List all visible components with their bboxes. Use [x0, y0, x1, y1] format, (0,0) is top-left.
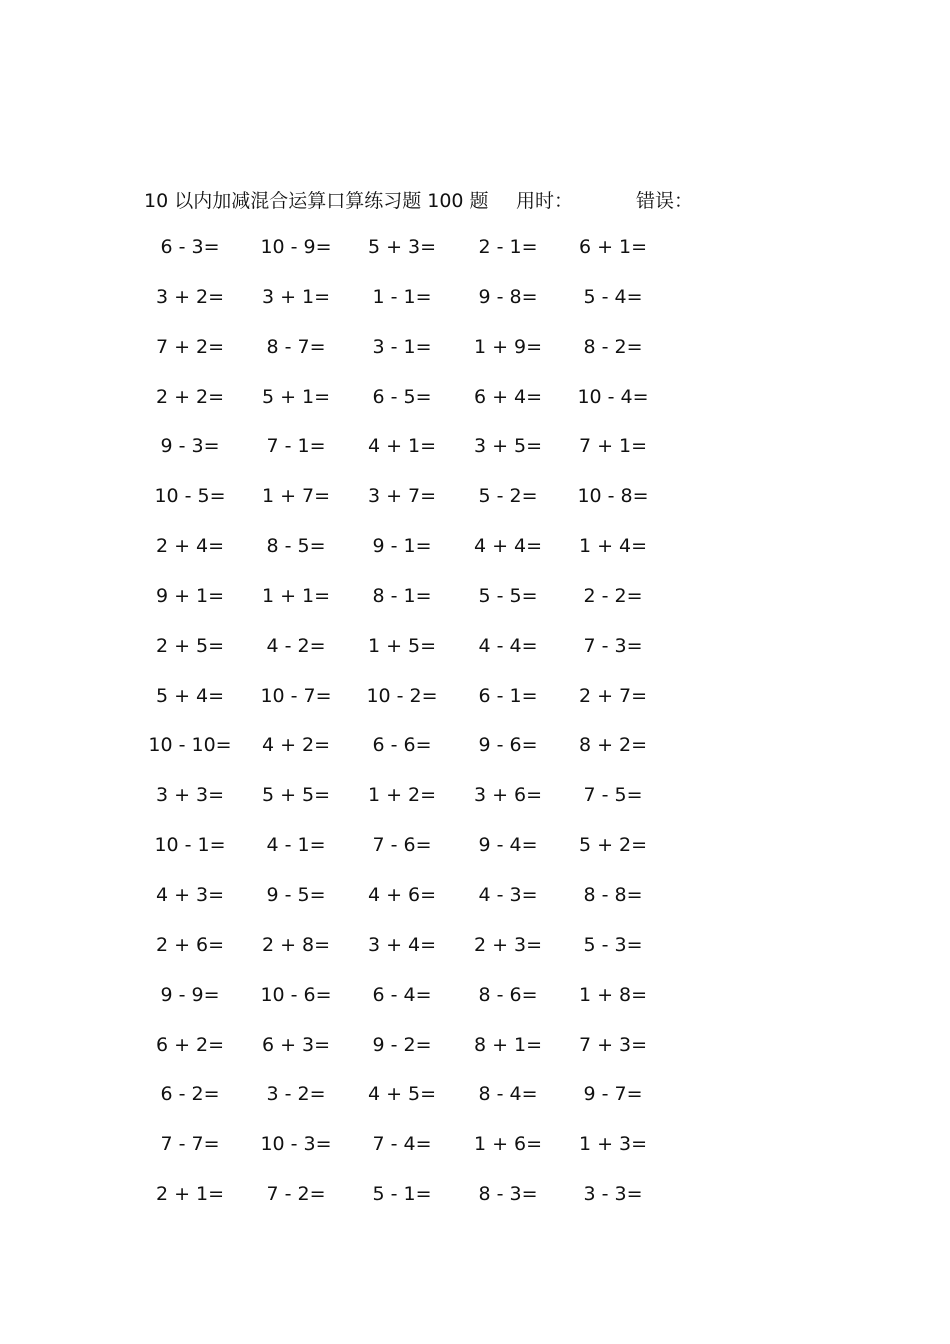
arithmetic-problem: 3 - 1= [372, 335, 432, 358]
arithmetic-problem: 6 - 4= [372, 983, 432, 1006]
arithmetic-problem: 1 - 1= [372, 285, 432, 308]
arithmetic-problem: 5 - 3= [583, 933, 643, 956]
arithmetic-problem: 9 - 7= [583, 1083, 643, 1106]
arithmetic-problem: 9 - 3= [160, 435, 220, 458]
problem-row [140, 884, 680, 934]
problem-row [140, 635, 680, 685]
arithmetic-problem: 5 + 3= [367, 236, 437, 258]
time-used-label: 用时： [516, 190, 574, 212]
arithmetic-problem: 4 + 5= [367, 1083, 437, 1106]
arithmetic-problem: 10 - 8= [577, 485, 649, 508]
arithmetic-problem: 10 - 10= [148, 734, 232, 757]
arithmetic-problem: 5 - 1= [372, 1183, 432, 1206]
problem-row [140, 1183, 680, 1233]
arithmetic-problem: 7 + 3= [578, 1033, 648, 1056]
arithmetic-problem: 5 - 5= [478, 584, 538, 607]
arithmetic-problem: 8 - 3= [478, 1183, 538, 1206]
arithmetic-problem: 8 - 4= [478, 1083, 538, 1106]
arithmetic-problem: 6 - 2= [160, 1083, 220, 1106]
arithmetic-problem: 6 - 5= [372, 385, 432, 408]
arithmetic-problem: 2 + 6= [155, 933, 225, 956]
worksheet-title: 10 以内加减混合运算口算练习题 100 题 [144, 190, 489, 212]
arithmetic-problem: 10 - 2= [366, 684, 438, 707]
arithmetic-problem: 2 + 4= [155, 535, 225, 558]
problem-row [140, 386, 680, 436]
arithmetic-problem: 9 + 1= [155, 584, 225, 607]
arithmetic-problem: 1 + 7= [261, 485, 331, 508]
arithmetic-problem: 4 - 1= [266, 834, 326, 857]
arithmetic-problem: 9 - 6= [478, 734, 538, 757]
arithmetic-problem: 5 + 2= [578, 834, 648, 857]
arithmetic-problem: 3 + 1= [261, 285, 331, 308]
problem-row [140, 435, 680, 485]
arithmetic-problem: 6 - 6= [372, 734, 432, 757]
problem-row [140, 685, 680, 735]
problem-row [140, 336, 680, 386]
arithmetic-problem: 9 - 8= [478, 285, 538, 308]
arithmetic-problem: 4 + 6= [367, 883, 437, 906]
problem-row [140, 585, 680, 635]
arithmetic-problem: 9 - 5= [266, 883, 326, 906]
arithmetic-problem: 2 + 7= [578, 684, 648, 707]
arithmetic-problem: 10 - 1= [154, 834, 226, 857]
arithmetic-problem: 8 - 5= [266, 535, 326, 558]
arithmetic-problem: 7 + 1= [578, 435, 648, 458]
arithmetic-problem: 2 + 8= [261, 933, 331, 956]
arithmetic-problem: 9 - 2= [372, 1033, 432, 1056]
arithmetic-problem: 6 - 3= [160, 236, 220, 258]
arithmetic-problem: 10 - 5= [154, 485, 226, 508]
arithmetic-problem: 2 - 1= [478, 236, 538, 258]
arithmetic-problem: 10 - 7= [260, 684, 332, 707]
error-count-label: 错误： [636, 190, 694, 212]
arithmetic-problem: 3 + 2= [155, 285, 225, 308]
problem-row [140, 734, 680, 784]
arithmetic-problem: 6 + 2= [155, 1033, 225, 1056]
arithmetic-problem: 8 + 2= [578, 734, 648, 757]
arithmetic-problem: 4 + 3= [155, 883, 225, 906]
problem-row [140, 236, 680, 286]
arithmetic-problem: 7 - 1= [266, 435, 326, 458]
problem-row [140, 485, 680, 535]
problem-row [140, 784, 680, 834]
problem-row [140, 934, 680, 984]
problem-row [140, 834, 680, 884]
arithmetic-problem: 5 - 4= [583, 285, 643, 308]
problem-row [140, 1034, 680, 1084]
arithmetic-problem: 3 + 3= [155, 784, 225, 807]
arithmetic-problem: 4 + 1= [367, 435, 437, 458]
arithmetic-problem: 3 + 5= [473, 435, 543, 458]
arithmetic-problem: 10 - 6= [260, 983, 332, 1006]
arithmetic-problem: 5 + 1= [261, 385, 331, 408]
arithmetic-problem: 8 - 8= [583, 883, 643, 906]
arithmetic-problem: 10 - 9= [260, 236, 332, 258]
arithmetic-problem: 1 + 5= [367, 634, 437, 657]
arithmetic-problem: 6 - 1= [478, 684, 538, 707]
arithmetic-problem: 2 + 1= [155, 1183, 225, 1206]
arithmetic-problem: 7 - 4= [372, 1133, 432, 1156]
problem-grid [140, 236, 680, 1233]
arithmetic-problem: 5 - 2= [478, 485, 538, 508]
arithmetic-problem: 10 - 3= [260, 1133, 332, 1156]
arithmetic-problem: 6 + 1= [578, 236, 648, 258]
arithmetic-problem: 10 - 4= [577, 385, 649, 408]
arithmetic-problem: 8 - 1= [372, 584, 432, 607]
arithmetic-problem: 7 - 7= [160, 1133, 220, 1156]
problem-row [140, 286, 680, 336]
arithmetic-problem: 1 + 9= [473, 335, 543, 358]
arithmetic-problem: 7 + 2= [155, 335, 225, 358]
arithmetic-problem: 6 + 3= [261, 1033, 331, 1056]
arithmetic-problem: 5 + 5= [261, 784, 331, 807]
arithmetic-problem: 4 + 4= [473, 535, 543, 558]
arithmetic-problem: 1 + 1= [261, 584, 331, 607]
problem-row [140, 984, 680, 1034]
arithmetic-problem: 8 - 6= [478, 983, 538, 1006]
arithmetic-problem: 9 - 9= [160, 983, 220, 1006]
arithmetic-problem: 4 - 3= [478, 883, 538, 906]
arithmetic-problem: 3 + 4= [367, 933, 437, 956]
arithmetic-problem: 3 - 3= [583, 1183, 643, 1206]
arithmetic-problem: 1 + 3= [578, 1133, 648, 1156]
arithmetic-problem: 2 - 2= [583, 584, 643, 607]
arithmetic-problem: 8 + 1= [473, 1033, 543, 1056]
arithmetic-problem: 7 - 6= [372, 834, 432, 857]
arithmetic-problem: 3 + 6= [473, 784, 543, 807]
arithmetic-problem: 2 + 5= [155, 634, 225, 657]
arithmetic-problem: 3 - 2= [266, 1083, 326, 1106]
arithmetic-problem: 2 + 3= [473, 933, 543, 956]
arithmetic-problem: 1 + 4= [578, 535, 648, 558]
arithmetic-problem: 1 + 6= [473, 1133, 543, 1156]
problem-row [140, 535, 680, 585]
arithmetic-problem: 8 - 2= [583, 335, 643, 358]
arithmetic-problem: 7 - 2= [266, 1183, 326, 1206]
arithmetic-problem: 1 + 8= [578, 983, 648, 1006]
problem-row [140, 1133, 680, 1183]
arithmetic-problem: 9 - 1= [372, 535, 432, 558]
arithmetic-problem: 6 + 4= [473, 385, 543, 408]
arithmetic-problem: 1 + 2= [367, 784, 437, 807]
problem-row [140, 1083, 680, 1133]
arithmetic-problem: 4 + 2= [261, 734, 331, 757]
arithmetic-problem: 3 + 7= [367, 485, 437, 508]
arithmetic-problem: 2 + 2= [155, 385, 225, 408]
arithmetic-problem: 8 - 7= [266, 335, 326, 358]
arithmetic-problem: 4 - 4= [478, 634, 538, 657]
arithmetic-problem: 9 - 4= [478, 834, 538, 857]
arithmetic-problem: 5 + 4= [155, 684, 225, 707]
arithmetic-problem: 4 - 2= [266, 634, 326, 657]
arithmetic-problem: 7 - 5= [583, 784, 643, 807]
arithmetic-problem: 7 - 3= [583, 634, 643, 657]
